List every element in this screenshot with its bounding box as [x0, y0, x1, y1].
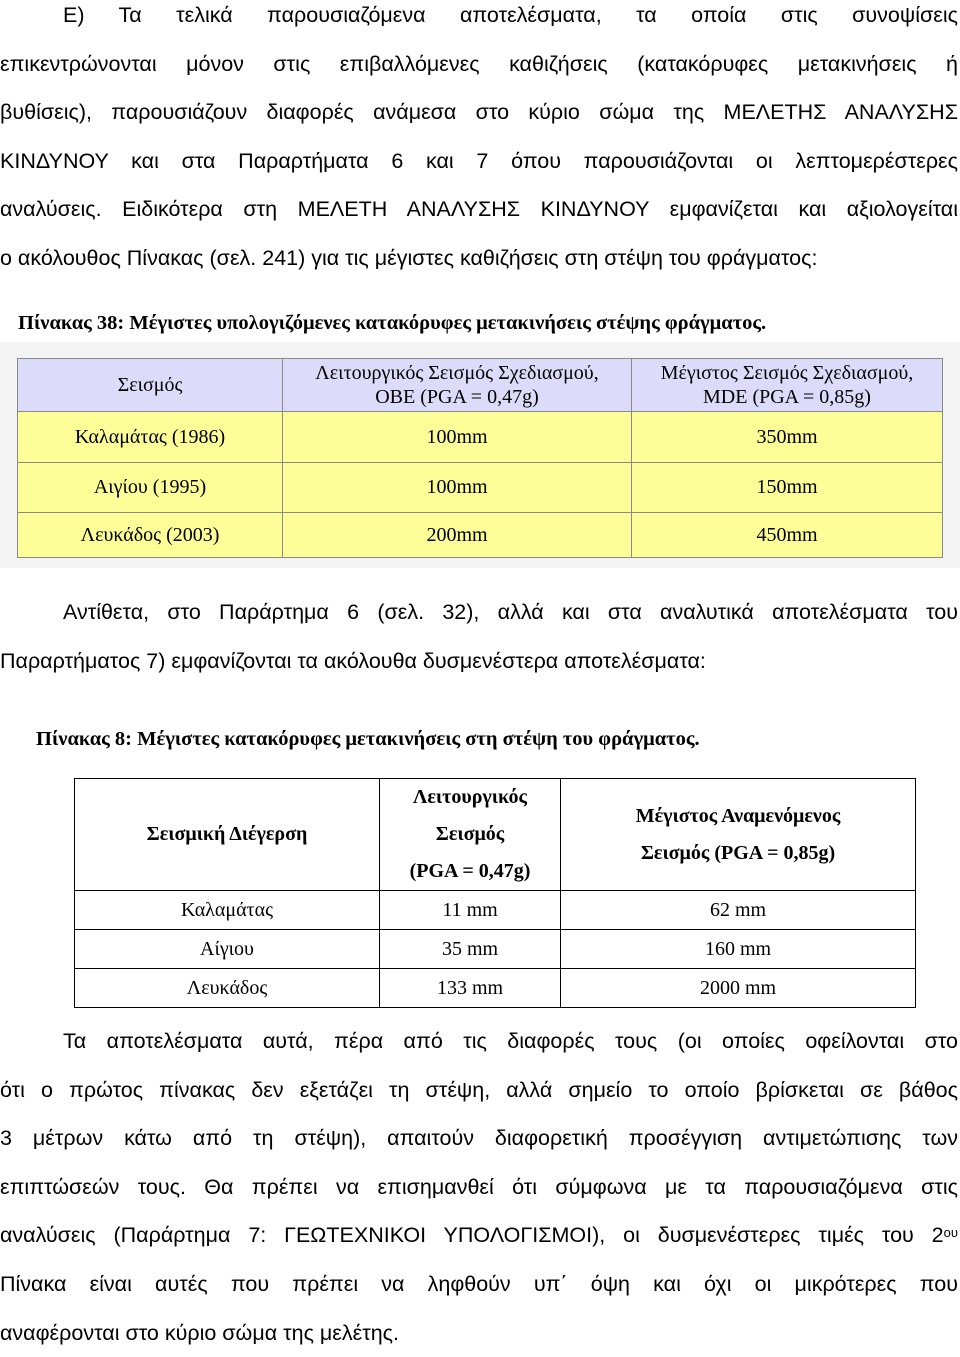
cell-maximum: 160 mm [561, 930, 916, 969]
intro-paragraph [0, 0, 958, 283]
table-38-caption: Πίνακας 38: Μέγιστες υπολογιζόμενες κατακόρυφες μετακινήσεις στέψης φράγματος. [18, 312, 767, 334]
table-row [18, 513, 943, 558]
table-row [75, 969, 916, 1008]
contrast-paragraph [0, 588, 958, 685]
intro-line-3: βυθίσεις), παρουσιάζουν διαφορές ανάμεσα στο κύριο σώμα της ΜΕΛΕΤΗΣ ΑΝΑΛΥΣΗΣ [0, 100, 958, 125]
table-row [18, 463, 943, 513]
header-obe [283, 359, 632, 412]
cell-operational: 133 mm [380, 969, 561, 1008]
contrast-line-1: Αντίθετα, στο Παράρτημα 6 (σελ. 32), αλλά και στα αναλυτικά αποτελέσματα του [63, 600, 958, 624]
cell-obe: 100mm [283, 463, 632, 513]
header-excitation-label: Σεισμική Διέγερση [146, 823, 308, 845]
conclusion-line-1: Τα αποτελέσματα αυτά, πέρα από τις διαφορές τους (οι οποίες οφείλονται στο [63, 1029, 958, 1053]
table-8 [74, 778, 916, 1008]
table-header-row [18, 359, 943, 412]
header-operational-line2: (PGA = 0,47g) [409, 860, 531, 882]
intro-line-2: επικεντρώνονται μόνον στις επιβαλλόμενες καθιζήσεις (κατακόρυφες μετακινήσεις ή [0, 51, 958, 76]
header-operational-line1: Λειτουργικός Σεισμός [413, 786, 527, 845]
conclusion-line-2: ότι ο πρώτος πίνακας δεν εξετάζει τη στέψη, αλλά σημείο το οποίο βρίσκεται σε βάθος [0, 1077, 958, 1102]
cell-obe: 100mm [283, 412, 632, 463]
header-mde [632, 359, 943, 412]
cell-mde: 150mm [632, 463, 943, 513]
conclusion-line-5 [0, 1211, 958, 1260]
header-mde-line2: MDE (PGA = 0,85g) [703, 386, 871, 408]
header-excitation [75, 779, 380, 891]
header-earthquake: Σεισμός [18, 359, 283, 412]
header-maximum-line1: Μέγιστος Αναμενόμενος [635, 804, 841, 827]
conclusion-paragraph [0, 1017, 958, 1357]
intro-line-4: ΚΙΝΔΥΝΟΥ και στα Παραρτήματα 6 και 7 όπου παρουσιάζονται οι λεπτομερέστερες [0, 148, 958, 173]
cell-earthquake: Αιγίου (1995) [18, 463, 283, 513]
cell-mde: 450mm [632, 513, 943, 558]
intro-line-6: ο ακόλουθος Πίνακας (σελ. 241) για τις μέγιστες καθιζήσεις στη στέψη του φράγματος: [0, 245, 818, 270]
table-row [18, 412, 943, 463]
cell-excitation: Καλαμάτας [75, 891, 380, 930]
cell-operational: 11 mm [380, 891, 561, 930]
header-obe-line1: Λειτουργικός Σεισμός Σχεδιασμού, [315, 362, 599, 384]
intro-line-1: Ε) Τα τελικά παρουσιαζόμενα αποτελέσματα, τα οποία στις συνοψίσεις [63, 3, 958, 27]
conclusion-line-3: 3 μέτρων κάτω από τη στέψη), απαιτούν διαφορετική προσέγγιση αντιμετώπισης των [0, 1126, 958, 1151]
ordinal-superscript: ου [943, 1225, 958, 1241]
header-operational [380, 779, 561, 891]
cell-operational: 35 mm [380, 930, 561, 969]
cell-excitation: Αίγιου [75, 930, 380, 969]
cell-mde: 350mm [632, 412, 943, 463]
table-8-caption: Πίνακας 8: Μέγιστες κατακόρυφες μετακινήσεις στη στέψη του φράγματος. [36, 728, 700, 750]
header-maximum [561, 779, 916, 891]
cell-excitation: Λευκάδος [75, 969, 380, 1008]
conclusion-line-5-text: αναλύσεις (Παράρτημα 7: ΓΕΩΤΕΧΝΙΚΟΙ ΥΠΟΛΟΓΙΣΜΟΙ), οι δυσμενέστερες τιμές του 2 [0, 1223, 944, 1248]
cell-maximum: 62 mm [561, 891, 916, 930]
header-mde-line1: Μέγιστος Σεισμός Σχεδιασμού, [660, 362, 914, 384]
cell-earthquake: Λευκάδος (2003) [18, 513, 283, 558]
table-header-row [75, 779, 916, 891]
intro-line-5: αναλύσεις. Ειδικότερα στη ΜΕΛΕΤΗ ΑΝΑΛΥΣΗΣ ΚΙΝΔΥΝΟΥ εμφανίζεται και αξιολογείται [0, 197, 958, 222]
table-38-image [0, 342, 960, 568]
table-row [75, 891, 916, 930]
table-38 [17, 358, 943, 558]
conclusion-line-7: αναφέρονται στο κύριο σώμα της μελέτης. [0, 1320, 399, 1345]
conclusion-line-4: επιπτώσεών τους. Θα πρέπει να επισημανθεί ότι σύμφωνα με τα παρουσιαζόμενα στις [0, 1174, 958, 1199]
cell-maximum: 2000 mm [561, 969, 916, 1008]
cell-earthquake: Καλαμάτας (1986) [18, 412, 283, 463]
contrast-line-2: Παραρτήματος 7) εμφανίζονται τα ακόλουθα δυσμενέστερα αποτελέσματα: [0, 648, 706, 673]
header-obe-line2: OBE (PGA = 0,47g) [375, 386, 539, 408]
cell-obe: 200mm [283, 513, 632, 558]
table-row [75, 930, 916, 969]
header-maximum-line2: Σεισμός (PGA = 0,85g) [640, 841, 836, 864]
conclusion-line-6: Πίνακα είναι αυτές που πρέπει να ληφθούν υπ΄ όψη και όχι οι μικρότερες που [0, 1271, 958, 1296]
